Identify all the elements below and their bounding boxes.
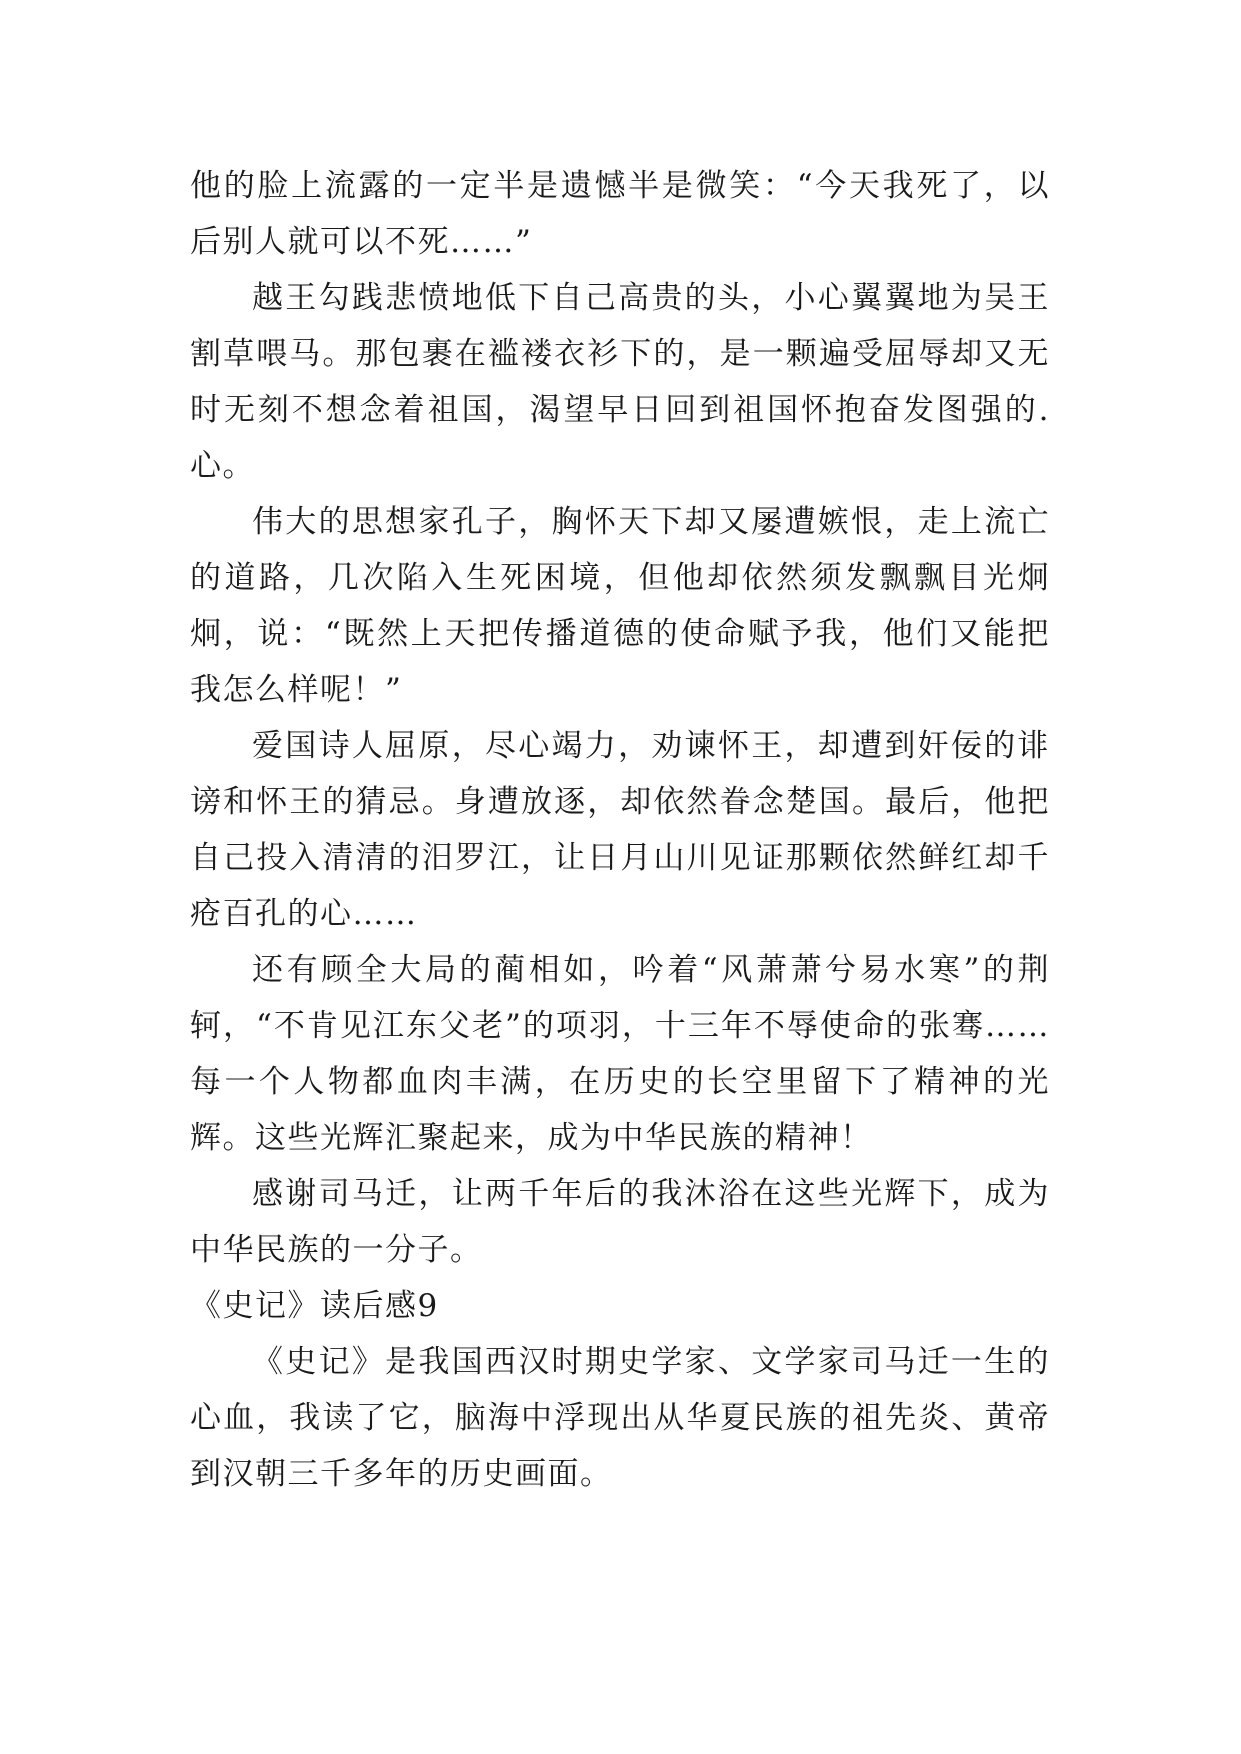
paragraph: 爱国诗人屈原，尽心竭力，劝谏怀王，却遭到奸佞的诽谤和怀王的猜忌。身遭放逐，却依然眷念楚国。最后，他把自己投入清清的汨罗江，让日月山川见证那颗依然鲜红却千疮百孔的心…… — [190, 728, 1050, 932]
paragraph: 他的脸上流露的一定半是遗憾半是微笑：“今天我死了，以后别人就可以不死……” — [190, 168, 1050, 260]
paragraph: 伟大的思想家孔子，胸怀天下却又屡遭嫉恨，走上流亡的道路，几次陷入生死困境，但他却依然须发飘飘目光炯炯，说：“既然上天把传播道德的使命赋予我，他们又能把我怎么样呢！” — [190, 504, 1050, 708]
document-body — [190, 158, 1050, 1502]
paragraph: 还有顾全大局的蔺相如，吟着“风萧萧兮易水寒”的荆轲，“不肯见江东父老”的项羽，十三年不辱使命的张骞……每一个人物都血肉丰满，在历史的长空里留下了精神的光辉。这些光辉汇聚起来，成为中华民族的精神！ — [190, 952, 1050, 1156]
paragraph: 越王勾践悲愤地低下自己高贵的头，小心翼翼地为吴王割草喂马。那包裹在褴褛衣衫下的，是一颗遍受屈辱却又无时无刻不想念着祖国，渴望早日回到祖国怀抱奋发图强的.心。 — [190, 280, 1050, 484]
section-title: 《史记》读后感9 — [190, 1288, 439, 1324]
paragraph: 感谢司马迁，让两千年后的我沐浴在这些光辉下，成为中华民族的一分子。 — [190, 1176, 1050, 1268]
paragraph: 《史记》是我国西汉时期史学家、文学家司马迁一生的心血，我读了它，脑海中浮现出从华夏民族的祖先炎、黄帝到汉朝三千多年的历史画面。 — [190, 1344, 1050, 1492]
